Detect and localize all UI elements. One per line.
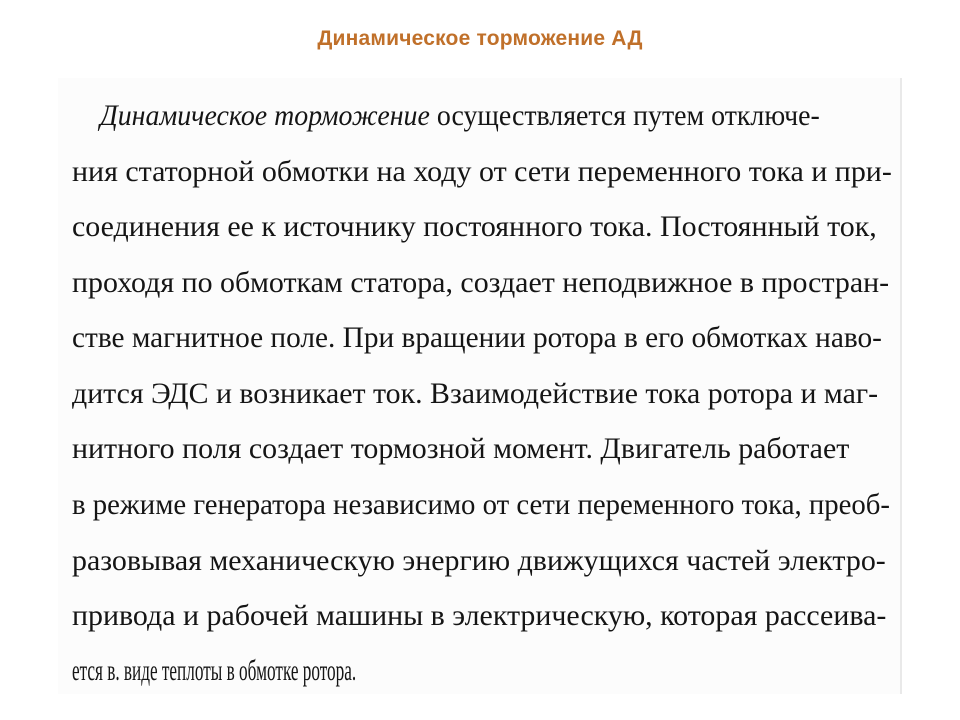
text-line [100, 96, 862, 136]
text-line: привода и рабочей машины в электрическую, которая рассеива- [72, 599, 887, 632]
text-line: ется в. виде теплоты в обмотке ротора. [72, 654, 357, 687]
text-line: ния статорной обмотки на ходу от сети переменного тока и при- [72, 155, 892, 188]
text-line: дится ЭДС и возникает ток. Взаимодействие тока ротора и маг- [72, 377, 879, 410]
text-line: нитного поля создает тормозной момент. Двигатель работает [72, 432, 850, 465]
slide-title: Динамическое торможение АД [317, 27, 643, 50]
text-line: в режиме генератора независимо от сети переменного тока, преоб- [72, 488, 891, 521]
line-rest: осуществляется путем отключе- [429, 99, 820, 132]
text-line: проходя по обмоткам статора, создает неподвижное в простран- [72, 266, 890, 299]
text-line: стве магнитное поле. При вращении ротора в его обмотках наво- [72, 321, 882, 354]
text-line: соединения ее к источнику постоянного тока. Постоянный ток, [72, 210, 877, 243]
italic-term: Динамическое торможение [100, 99, 430, 132]
page-edge [900, 78, 902, 694]
text-line: разовывая механическую энергию движущихся частей электро- [72, 544, 886, 577]
